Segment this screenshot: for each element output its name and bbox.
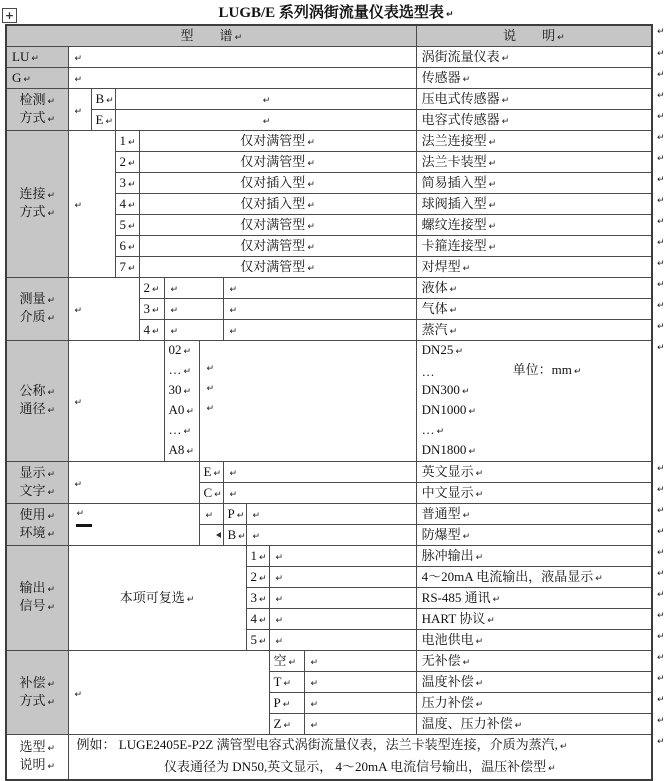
code-cell: 5 ↵ — [246, 630, 269, 651]
row-end-mark: ↵ — [657, 27, 665, 37]
pilcrow-cell — [115, 89, 416, 110]
code-cell: 4 ↵ — [139, 320, 164, 341]
code-cell: P ↵ — [269, 693, 304, 714]
example-cell — [68, 735, 652, 781]
example-line-2: 仪表通径为 DN50,英文显示， 4～20mA 电流信号输出，温压补偿型 ↵ — [69, 757, 652, 779]
desc-cell: 蒸汽 ↵ — [416, 320, 652, 341]
pilcrow-cell — [304, 714, 416, 735]
pilcrow-cell — [223, 320, 416, 341]
desc-cell: 压力补偿 ↵ — [416, 693, 652, 714]
header-model-spectrum: 型 谱 ↵ — [6, 25, 416, 47]
row-end-mark: ↵ — [657, 70, 665, 80]
code-cell: 1 ↵ — [115, 131, 139, 152]
pilcrow-column-cell — [199, 341, 416, 462]
row-end-mark: ↵ — [657, 154, 665, 164]
code-cell: Z ↵ — [269, 714, 304, 735]
row-end-mark: ↵ — [657, 301, 665, 311]
row-end-mark: ↵ — [657, 674, 665, 684]
row-label-detection: 检测 ↵ 方式 ↵ — [6, 89, 68, 131]
desc-cell: 液体 ↵ — [416, 278, 652, 299]
row-end-mark: ↵ — [657, 485, 665, 495]
code-cell: 3 ↵ — [139, 299, 164, 320]
desc-cell: 英文显示 ↵ — [416, 462, 652, 483]
code-cell: 6 ↵ — [115, 236, 139, 257]
desc-cell: RS-485 通讯 ↵ — [416, 588, 652, 609]
unit-label: 单位：mm ↵ — [513, 361, 582, 381]
desc-cell: 简易插入型 ↵ — [416, 173, 652, 194]
table-row-detection-e — [6, 110, 652, 131]
pilcrow-mark — [205, 378, 416, 398]
example-line-1: 例如： LUGE2405E-P2Z 满管型电容式涡街流量仪表，法兰卡装型连接，介质为蒸汽, ↵ — [69, 735, 652, 757]
code-cell: T ↵ — [269, 672, 304, 693]
desc-cell: 压电式传感器 ↵ — [416, 89, 652, 110]
row-end-mark: ↵ — [657, 217, 665, 227]
note-cell: 仅对插入型 ↵ — [139, 173, 416, 194]
code-cell: 2 ↵ — [115, 152, 139, 173]
row-end-mark: ↵ — [657, 91, 665, 101]
code-cell: B ↵ — [91, 89, 115, 110]
code-cell: 2 ↵ — [246, 567, 269, 588]
spanner-cell — [68, 89, 91, 131]
left-triangle-mark — [216, 532, 221, 538]
desc-cell: 卡箍连接型 ↵ — [416, 236, 652, 257]
diameter-unit-line: … 单位：mm ↵ — [422, 361, 652, 381]
row-label-connection: 连接 ↵ 方式 ↵ — [6, 131, 68, 278]
desc-cell: 传感器 ↵ — [416, 68, 652, 89]
table-row-compensation-none — [6, 651, 652, 672]
row-end-mark: ↵ — [657, 548, 665, 558]
code-cell: 5 ↵ — [115, 215, 139, 236]
row-label: LU ↵ — [6, 47, 68, 68]
table-row-medium-2 — [6, 278, 652, 299]
row-end-mark: ↵ — [657, 737, 665, 747]
row-end-mark: ↵ — [657, 49, 665, 59]
table-row-diameter — [6, 341, 652, 462]
code-cell: P ↵ — [223, 504, 246, 525]
row-label-example: 选型 ↵ 说明 ↵ — [6, 735, 68, 781]
note-cell: 仅对满管型 ↵ — [139, 215, 416, 236]
note-cell: 仅对插入型 ↵ — [139, 194, 416, 215]
desc-cell: 对焊型 ↵ — [416, 257, 652, 278]
note-cell: 仅对满管型 ↵ — [139, 257, 416, 278]
row-end-mark: ↵ — [657, 716, 665, 726]
pilcrow-mark — [205, 358, 416, 378]
desc-cell: 脉冲输出 ↵ — [416, 546, 652, 567]
spanner-cell — [68, 341, 164, 462]
pilcrow-cell — [223, 299, 416, 320]
pilcrow-mark — [69, 504, 85, 519]
pilcrow-cell — [269, 567, 416, 588]
table-move-handle-icon[interactable]: + — [2, 8, 17, 23]
desc-cell: 中文显示 ↵ — [416, 483, 652, 504]
dash-mark — [76, 524, 92, 527]
spanner-cell — [68, 131, 115, 278]
model-selection-table — [5, 24, 653, 781]
diameter-codes-cell: 02 ↵ … ↵ 30 ↵ A0 ↵ … ↵ A8 ↵ — [164, 341, 199, 462]
desc-cell: 温度、压力补偿 ↵ — [416, 714, 652, 735]
table-row-g — [6, 68, 652, 89]
pilcrow-mark — [205, 398, 416, 418]
row-end-mark: ↵ — [657, 112, 665, 122]
row-end-mark: ↵ — [657, 238, 665, 248]
merge-continuation-cell — [199, 525, 223, 546]
code-cell: B ↵ — [223, 525, 246, 546]
row-end-mark: ↵ — [657, 464, 665, 474]
spanner-cell — [68, 278, 139, 341]
pilcrow-cell — [164, 320, 223, 341]
spanner-cell — [68, 462, 199, 504]
pilcrow-cell — [269, 588, 416, 609]
desc-cell: 无补偿 ↵ — [416, 651, 652, 672]
pilcrow-cell — [223, 483, 416, 504]
table-row-output-1 — [6, 546, 652, 567]
table-row-connection-1 — [6, 131, 652, 152]
pilcrow-cell — [199, 504, 223, 525]
desc-cell: 电池供电 ↵ — [416, 630, 652, 651]
desc-cell: 4～20mA 电流输出，液晶显示 ↵ — [416, 567, 652, 588]
table-row-lu — [6, 47, 652, 68]
desc-cell: 气体 ↵ — [416, 299, 652, 320]
row-label-display: 显示 ↵ 文字 ↵ — [6, 462, 68, 504]
row-end-mark: ↵ — [657, 506, 665, 516]
pilcrow-cell — [269, 546, 416, 567]
row-end-mark: ↵ — [657, 569, 665, 579]
note-cell: 仅对满管型 ↵ — [139, 131, 416, 152]
pilcrow-cell — [246, 525, 416, 546]
row-label-compensation: 补偿 ↵ 方式 ↵ — [6, 651, 68, 735]
code-cell: 7 ↵ — [115, 257, 139, 278]
code-cell: 3 ↵ — [115, 173, 139, 194]
code-cell: E ↵ — [199, 462, 223, 483]
row-end-mark: ↵ — [657, 611, 665, 621]
row-label: G ↵ — [6, 68, 68, 89]
pilcrow-cell — [68, 68, 416, 89]
table-row-example — [6, 735, 652, 781]
row-end-mark: ↵ — [657, 322, 665, 332]
table-row-environment-p — [6, 504, 652, 525]
desc-cell: 电容式传感器 ↵ — [416, 110, 652, 131]
row-end-mark: ↵ — [657, 695, 665, 705]
page-title: LUGB/E 系列涡街流量仪表选型表 ↵ — [0, 0, 672, 24]
desc-cell: 螺纹连接型 ↵ — [416, 215, 652, 236]
row-end-mark: ↵ — [657, 259, 665, 269]
row-end-mark: ↵ — [657, 527, 665, 537]
multi-select-note-cell: 本项可复选 ↵ — [68, 546, 246, 651]
pilcrow-cell — [164, 278, 223, 299]
table-header-row — [6, 25, 652, 47]
spanner-cell — [68, 651, 269, 735]
code-cell: C ↵ — [199, 483, 223, 504]
code-cell: 4 ↵ — [246, 609, 269, 630]
desc-cell: 法兰连接型 ↵ — [416, 131, 652, 152]
desc-cell: 球阀插入型 ↵ — [416, 194, 652, 215]
row-end-mark: ↵ — [657, 632, 665, 642]
code-cell: 空 ↵ — [269, 651, 304, 672]
pilcrow-cell — [68, 47, 416, 68]
row-end-mark: ↵ — [657, 653, 665, 663]
desc-cell: HART 协议 ↵ — [416, 609, 652, 630]
row-end-mark: ↵ — [657, 133, 665, 143]
pilcrow-cell — [246, 504, 416, 525]
note-cell: 仅对满管型 ↵ — [139, 152, 416, 173]
header-description: 说 明 ↵ — [416, 25, 652, 47]
pilcrow-cell — [223, 462, 416, 483]
row-label-medium: 测量 ↵ 介质 ↵ — [6, 278, 68, 341]
row-end-mark: ↵ — [657, 343, 665, 353]
pilcrow-cell — [269, 630, 416, 651]
row-end-mark: ↵ — [657, 196, 665, 206]
row-end-mark: ↵ — [657, 590, 665, 600]
row-end-mark: ↵ — [657, 280, 665, 290]
row-label-diameter: 公称 ↵ 通径 ↵ — [6, 341, 68, 462]
pilcrow-cell — [304, 693, 416, 714]
pilcrow-cell — [304, 672, 416, 693]
code-cell: 2 ↵ — [139, 278, 164, 299]
desc-cell: 普通型 ↵ — [416, 504, 652, 525]
note-cell: 仅对满管型 ↵ — [139, 236, 416, 257]
diameter-desc-cell: DN25 ↵ … 单位：mm ↵ DN300 ↵ DN1000 ↵ … ↵ DN1800 ↵ — [416, 341, 652, 462]
row-label-output: 输出 ↵ 信号 ↵ — [6, 546, 68, 651]
desc-cell: 涡街流量仪表 ↵ — [416, 47, 652, 68]
code-cell: E ↵ — [91, 110, 115, 131]
pilcrow-cell — [223, 278, 416, 299]
code-cell: 4 ↵ — [115, 194, 139, 215]
desc-cell: 温度补偿 ↵ — [416, 672, 652, 693]
pilcrow-cell — [304, 651, 416, 672]
pilcrow-cell — [115, 110, 416, 131]
code-cell: 1 ↵ — [246, 546, 269, 567]
desc-cell: 法兰卡装型 ↵ — [416, 152, 652, 173]
row-end-mark: ↵ — [657, 175, 665, 185]
pilcrow-cell — [269, 609, 416, 630]
table-row-detection-b — [6, 89, 652, 110]
desc-cell: 防爆型 ↵ — [416, 525, 652, 546]
row-label-environment: 使用 ↵ 环境 ↵ — [6, 504, 68, 546]
code-cell: 3 ↵ — [246, 588, 269, 609]
table-row-display-e — [6, 462, 652, 483]
pilcrow-cell — [164, 299, 223, 320]
spanner-cell-with-dash — [68, 504, 199, 546]
